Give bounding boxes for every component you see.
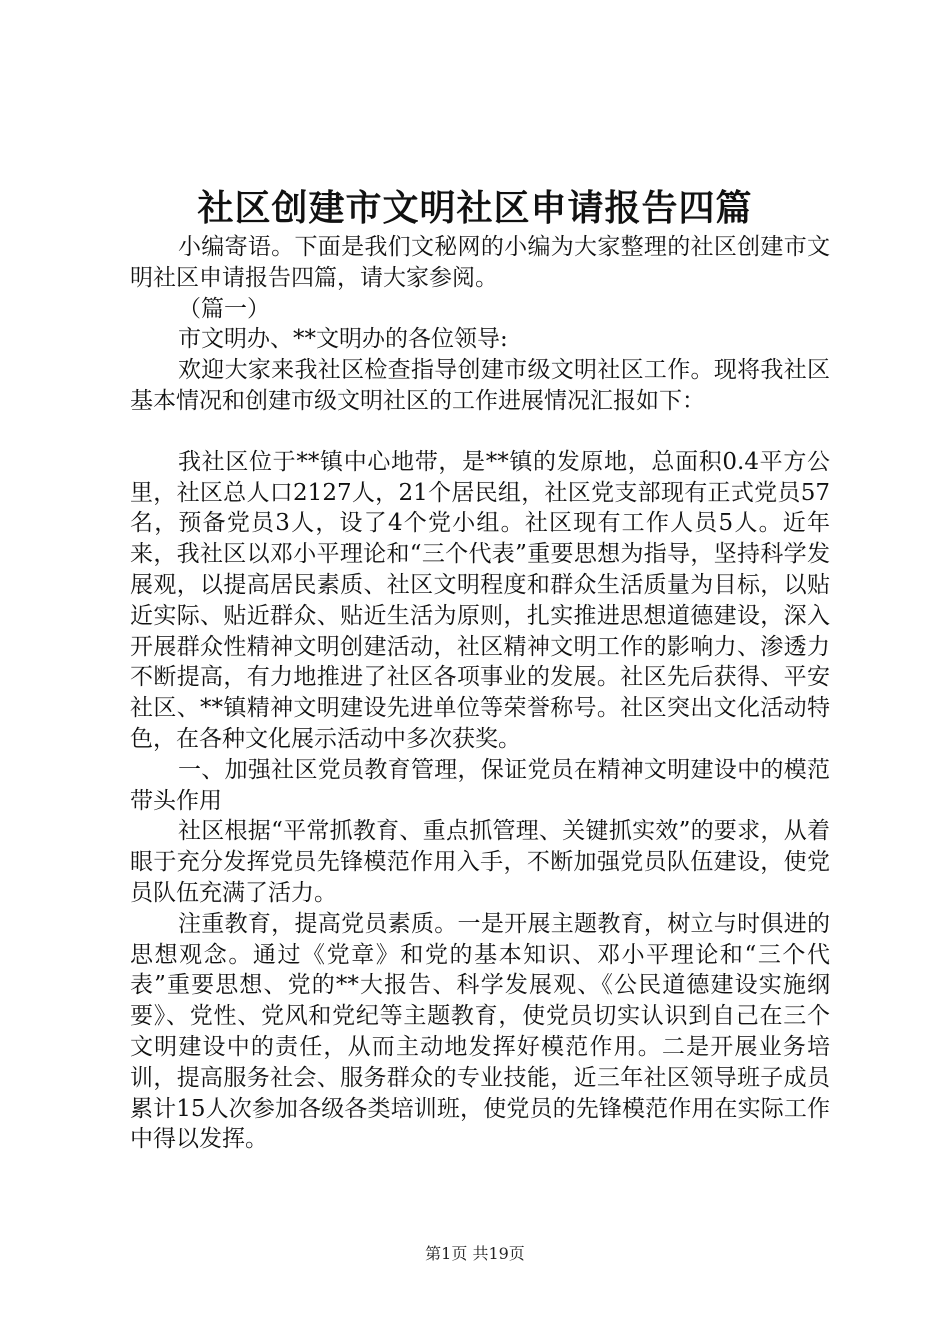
paragraph-section-label: （篇一） (178, 295, 270, 322)
paragraph-requirements: 社区根据“平常抓教育、重点抓管理、关键抓实效”的要求，从着眼于充分发挥党员先锋模范作用入手，不断加强党员队伍建设，使党员队伍充满了活力。 (130, 818, 830, 906)
document-body (130, 232, 830, 1155)
document-title: 社区创建市文明社区申请报告四篇 (197, 187, 753, 229)
paragraph-opening: 欢迎大家来我社区检查指导创建市级文明社区工作。现将我社区基本情况和创建市级文明社区的工作进展情况汇报如下： (130, 357, 830, 414)
paragraph-salutation: 市文明办、**文明办的各位领导: (178, 326, 508, 353)
paragraph-heading-1: 一、加强社区党员教育管理，保证党员在精神文明建设中的模范带头作用 (130, 756, 830, 814)
paragraph-education: 注重教育，提高党员素质。一是开展主题教育，树立与时俱进的思想观念。通过《党章》和党的基本知识、邓小平理论和“三个代表”重要思想、党的**大报告、科学发展观、《公民道德建设实施纲要》、党性、党风和党纪等主题教育，使党员切实认识到自己在三个文明建设中的责任，从而主动地发挥好模范作用。二是开展业务培训，提高服务社会、服务群众的专业技能，近三年社区领导班子成员累计15人次参加各级各类培训班，使党员的先锋模范作用在实际工作中得以发挥。 (130, 910, 830, 1153)
page-footer: 第1页 共19页 (425, 1244, 525, 1263)
paragraph-spacer (130, 417, 830, 447)
paragraph-overview: 我社区位于**镇中心地带，是**镇的发原地，总面积0.4平方公里，社区总人口2127人，21个居民组，社区党支部现有正式党员57名，预备党员3人，设了4个党小组。社区现有工作人员5人。近年来，我社区以邓小平理论和“三个代表”重要思想为指导，坚持科学发展观，以提高居民素质、社区文明程度和群众生活质量为目标，以贴近实际、贴近群众、贴近生活为原则，扎实推进思想道德建设，深入开展群众性精神文明创建活动，社区精神文明工作的影响力、渗透力不断提高，有力地推进了社区各项事业的发展。社区先后获得、平安社区、**镇精神文明建设先进单位等荣誉称号。社区突出文化活动特色，在各种文化展示活动中多次获奖。 (130, 448, 830, 752)
paragraph-intro: 小编寄语。下面是我们文秘网的小编为大家整理的社区创建市文明社区申请报告四篇，请大家参阅。 (130, 234, 830, 291)
